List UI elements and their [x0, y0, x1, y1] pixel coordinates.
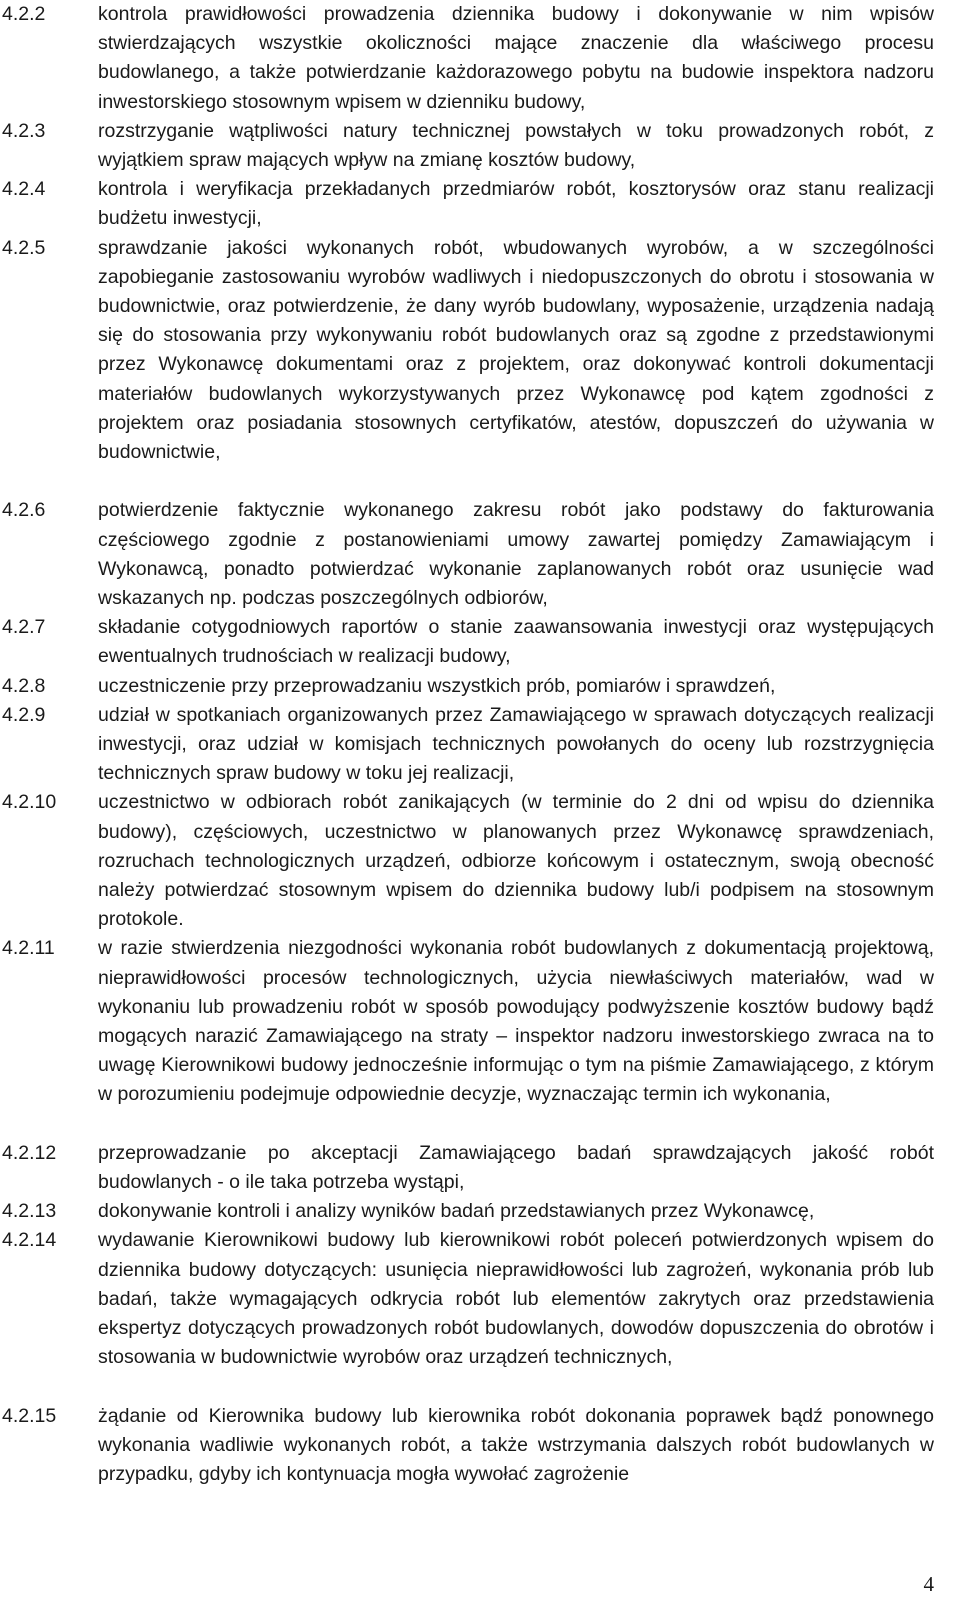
page-number: 4	[923, 1572, 934, 1596]
item-text: wydawanie Kierownikowi budowy lub kierownikowi robót poleceń potwierdzonych wpisem do dziennika budowy dotyczących: usunięcia nieprawidłowości lub zagrożeń, wykonania prób lub badań, także wymagających odkrycia robót lub elementów zakrytych oraz przedstawienia ekspertyz dotyczących prowadzonych robót budowlanych, dowodów dopuszczenia do obrotów i stosowania w budownictwie wyrobów oraz urządzeń technicznych,	[98, 1229, 934, 1369]
item-number: 4.2.9	[2, 703, 46, 726]
list-item	[2, 117, 934, 175]
list-item	[2, 613, 934, 671]
item-text: przeprowadzanie po akceptacji Zamawiającego badań sprawdzających jakość robót budowlanych - o ile taka potrzeba wystąpi,	[98, 1141, 934, 1193]
item-text: uczestnictwo w odbiorach robót zanikających (w terminie do 2 dni od wpisu do dziennika budowy), częściowych, uczestnictwo w planowanych przez Wykonawcę sprawdzeniach, rozruchach technologicznych urządzeń, odbiorze końcowym i ostatecznym, swoją obecność należy potwierdzać stosownym wpisem do dziennika budowy lub/i podpisem na stosownym protokole.	[98, 791, 934, 931]
item-text: potwierdzenie faktycznie wykonanego zakresu robót jako podstawy do fakturowania częściowego zgodnie z postanowieniami umowy zawartej pomiędzy Zamawiającym i Wykonawcą, ponadto potwierdzać wykonanie zaplanowanych robót oraz usunięcie wad wskazanych np. podczas poszczególnych odbiorów,	[98, 499, 934, 609]
item-text: rozstrzyganie wątpliwości natury technicznej powstałych w toku prowadzonych robót, z wyjątkiem spraw mających wpływ na zmianę kosztów budowy,	[98, 119, 934, 171]
item-number: 4.2.6	[2, 499, 46, 522]
item-text: w razie stwierdzenia niezgodności wykonania robót budowlanych z dokumentacją projektową, nieprawidłowości procesów technologicznych, użycia niewłaściwych materiałów, wad w wykonaniu lub prowadzeniu robót w sposób powodujący podwyższenie kosztów budowy bądź mogących narazić Zamawiającego na straty – inspektor nadzoru inwestorskiego zwraca na to uwagę Kierownikowi budowy jednocześnie informując o tym na piśmie Zamawiającego, z którym w porozumieniu podejmuje odpowiednie decyzje, wyznaczając termin ich wykonania,	[98, 937, 934, 1106]
list-item	[2, 934, 934, 1138]
list-item	[2, 175, 934, 233]
item-text: dokonywanie kontroli i analizy wyników badań przedstawianych przez Wykonawcę,	[98, 1200, 815, 1223]
list-item	[2, 672, 934, 701]
item-number: 4.2.12	[2, 1141, 57, 1164]
list-item	[2, 496, 934, 613]
item-text: kontrola i weryfikacja przekładanych przedmiarów robót, kosztorysów oraz stanu realizacji budżetu inwestycji,	[98, 178, 934, 230]
item-number: 4.2.15	[2, 1404, 57, 1427]
list-item	[2, 1226, 934, 1401]
item-text: uczestniczenie przy przeprowadzaniu wszystkich prób, pomiarów i sprawdzeń,	[98, 674, 776, 697]
item-number: 4.2.14	[2, 1229, 57, 1252]
item-number: 4.2.3	[2, 119, 46, 142]
item-text: kontrola prawidłowości prowadzenia dziennika budowy i dokonywanie w nim wpisów stwierdzających wszystkie okoliczności mające znaczenie dla właściwego procesu budowlanego, a także potwierdzanie każdorazowego pobytu na budowie inspektora nadzoru inwestorskiego stosownym wpisem w dzienniku budowy,	[98, 3, 934, 113]
item-number: 4.2.10	[2, 791, 57, 814]
item-number: 4.2.4	[2, 178, 46, 201]
item-text: składanie cotygodniowych raportów o stanie zaawansowania inwestycji oraz występujących ewentualnych trudnościach w realizacji budowy,	[98, 616, 934, 668]
list-item	[2, 701, 934, 789]
item-text: żądanie od Kierownika budowy lub kierownika robót dokonania poprawek bądź ponownego wykonania wadliwie wykonanych robót, a także wstrzymania dalszych robót budowlanych w przypadku, gdyby ich kontynuacja mogła wywołać zagrożenie	[98, 1404, 934, 1485]
item-number: 4.2.11	[2, 937, 55, 960]
item-number: 4.2.13	[2, 1200, 57, 1223]
item-text: udział w spotkaniach organizowanych przez Zamawiającego w sprawach dotyczących realizacji inwestycji, oraz udział w komisjach technicznych powołanych do oceny lub rozstrzygnięcia technicznych spraw budowy w toku jej realizacji,	[98, 703, 934, 785]
list-item	[2, 788, 934, 934]
item-number: 4.2.5	[2, 236, 46, 259]
list-item	[2, 1139, 934, 1197]
list-item	[2, 1402, 934, 1490]
item-number: 4.2.7	[2, 616, 46, 639]
list-item	[2, 0, 934, 117]
list-item	[2, 234, 934, 497]
item-number: 4.2.2	[2, 3, 46, 25]
item-number: 4.2.8	[2, 674, 46, 697]
duties-list	[2, 0, 934, 1489]
list-item	[2, 1197, 934, 1226]
item-text: sprawdzanie jakości wykonanych robót, wbudowanych wyrobów, a w szczególności zapobieganie zastosowaniu wyrobów wadliwych i niedopuszczonych do obrotu i stosowania w budownictwie, oraz potwierdzenie, że dany wyrób budowlany, wyposażenie, urządzenia nadają się do stosowania przy wykonywaniu robót budowlanych oraz są zgodne z przedstawionymi przez Wykonawcę dokumentami oraz z projektem, oraz dokonywać kontroli dokumentacji materiałów budowlanych wykorzystywanych przez Wykonawcę pod kątem zgodności z projektem oraz posiadania stosownych certyfikatów, atestów, dopuszczeń do używania w budownictwie,	[98, 236, 934, 463]
